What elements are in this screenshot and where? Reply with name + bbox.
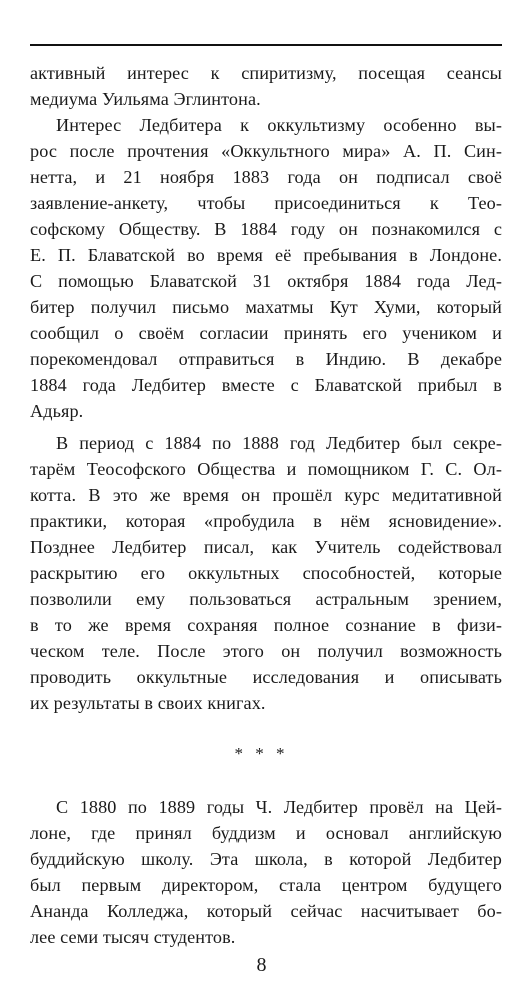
text-line: Позднее Ледбитер писал, как Учитель содействовал (30, 537, 502, 557)
text-line: Ананда Колледжа, который сейчас насчитывает бо- (30, 901, 502, 921)
text-line: сообщил о своём согласии принять его учеником и (30, 323, 502, 343)
text-line: практики, которая «пробудила в нём ясновидение». (30, 511, 502, 531)
text-line: был первым директором, стала центром будущего (30, 875, 502, 895)
text-line: медиума Уильяма Эглинтона. (30, 89, 261, 109)
text-line: заявление-анкету, чтобы присоединиться к Тео- (30, 193, 502, 213)
text-line: Е. П. Блаватской во время её пребывания в Лондоне. (30, 245, 502, 265)
text-line: ческом теле. После этого он получил возможность (30, 641, 502, 661)
text-line: проводить оккультные исследования и описывать (30, 667, 502, 687)
text-line: 1884 года Ледбитер вместе с Блаватской прибыл в (30, 375, 502, 395)
text-line: нетта, и 21 ноября 1883 года он подписал своё (30, 167, 502, 187)
text-line: битер получил письмо махатмы Кут Хуми, который (30, 297, 502, 317)
section-separator: * * * (234, 744, 289, 763)
text-line: рос после прочтения «Оккультного мира» А. П. Син- (30, 141, 502, 161)
text-line: В период с 1884 по 1888 год Ледбитер был секре- (56, 433, 502, 453)
text-line: С 1880 по 1889 годы Ч. Ледбитер провёл на Цей- (56, 797, 502, 817)
top-rule (30, 44, 502, 46)
text-line: раскрытию его оккультных способностей, которые (30, 563, 502, 583)
text-line: лоне, где принял буддизм и основал английскую (30, 823, 502, 843)
text-line: С помощью Блаватской 31 октября 1884 года Лед- (30, 271, 502, 291)
text-line: их результаты в своих книгах. (30, 693, 266, 713)
text-line: лее семи тысяч студентов. (30, 927, 236, 947)
text-line: Адьяр. (30, 401, 84, 421)
text-line: котта. В это же время он прошёл курс медитативной (30, 485, 502, 505)
text-line: порекомендовал отправиться в Индию. В декабре (30, 349, 502, 369)
text-line: софскому Обществу. В 1884 году он познакомился с (30, 219, 502, 239)
text-line: в то же время сохраняя полное сознание в физи- (30, 615, 502, 635)
text-line: тарём Теософского Общества и помощником Г. С. Ол- (30, 459, 502, 479)
text-line: Интерес Ледбитера к оккультизму особенно вы- (56, 115, 502, 135)
text-line: активный интерес к спиритизму, посещая сеансы (30, 63, 502, 83)
page-number: 8 (256, 954, 267, 976)
text-line: позволили ему пользоваться астральным зрением, (30, 589, 502, 609)
text-line: буддийскую школу. Эта школа, в которой Ледбитер (30, 849, 502, 869)
